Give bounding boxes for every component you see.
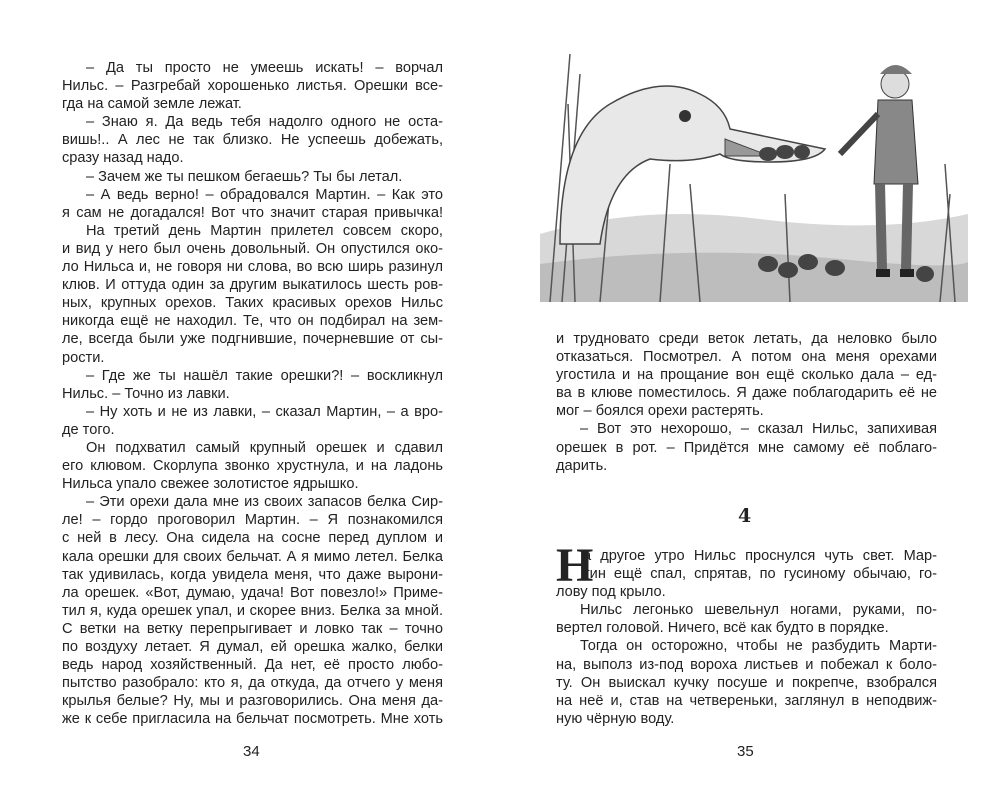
text-line: рости. [62, 349, 105, 366]
text-line: ло Нильса и, не говоря ни слова, во всю ширь разинул [62, 259, 443, 276]
text-line: Нильса упало свежее золотистое ядрышко. [62, 476, 359, 493]
text-line: мог – боялся орехи растерять. [556, 403, 764, 420]
text-line: с ней в лесу. Она сидела на сосне перед дуплом и [62, 530, 443, 547]
text-line: пытство разобрало: кто я, да откуда, да отчего у меня [62, 675, 443, 692]
chapter-text [556, 539, 937, 728]
text-line: – Где же ты нашёл такие орешки?! – воскликнул [86, 367, 443, 384]
right-page-text [556, 330, 937, 475]
text-line: на неё и, став на четвереньки, заглянул в неподвиж- [556, 692, 937, 709]
text-line: тин ещё спал, спрятав, по гусиному обычаю, го- [583, 566, 937, 583]
text-line: – Зачем же ты пешком бегаешь? Ты бы летал. [86, 168, 403, 185]
text-line: Он подхватил самый крупный орешек и сдавил [86, 439, 443, 456]
text-line: клюв. И оттуда один за другим выкатилось шесть ров- [62, 277, 443, 294]
illustration-goose-and-boy [540, 44, 968, 302]
text-line: ва в клюве поместилось. Я даже поблагодарить её не [556, 385, 937, 402]
text-line: гда на самой земле лежат. [62, 96, 242, 113]
text-line: На третий день Мартин прилетел совсем скоро, [86, 222, 443, 239]
text-line: на, выполз из-под вороха листьев и побежал к боло- [556, 656, 937, 673]
text-line: сразу назад надо. [62, 150, 184, 167]
text-line: ла орешек. «Вот, думаю, удача! Вот повезло!» Приме- [62, 584, 443, 601]
text-line: я сам не догадался! Вот что значит старая привычка! [62, 204, 443, 221]
text-line: – Ну хоть и не из лавки, – сказал Мартин, – а вро- [86, 403, 443, 420]
text-line: угостила и на прощание вон ещё сколько дала – ед- [556, 367, 937, 384]
text-line: тил я, куда орешек упал, и скорее вниз. Белка за мной. [62, 602, 443, 619]
page-number-left: 34 [243, 743, 260, 760]
left-page-text [62, 59, 443, 728]
text-line: вертел головой. Ничего, всё как будто в порядке. [556, 620, 889, 637]
text-line: Нильс. – Точно из лавки. [62, 385, 230, 402]
text-line: и вид у него был очень довольный. Он опустился око- [62, 240, 443, 257]
text-line: так удивилась, когда увидела меня, что даже вырони- [62, 566, 443, 583]
text-line: С ветки на ветку перепрыгивает и ловко так – точно [62, 620, 443, 637]
text-line: – А ведь верно! – обрадовался Мартин. – Как это [86, 186, 443, 203]
text-line: и трудновато среди веток летать, да неловко было [556, 331, 937, 347]
text-line: Нильс. – Разгребай хорошенько листья. Орешки все- [62, 78, 443, 95]
text-line: а другое утро Нильс проснулся чуть свет. Мар- [583, 548, 937, 564]
page-number-right: 35 [737, 743, 754, 760]
text-line: орешек в рот. – Придётся мне самому её поблаго- [556, 439, 937, 456]
text-line: – Эти орехи дала мне из своих запасов белка Сир- [86, 494, 443, 511]
text-line: де того. [62, 421, 115, 438]
text-line: крылья белые? Ну, мы и разговорились. Она меня да- [62, 693, 443, 710]
text-line: лову под крыло. [556, 584, 666, 601]
text-line: – Вот это нехорошо, – сказал Нильс, запихивая [580, 421, 937, 438]
text-line: по воздуху летает. Я думал, ей орешка жалко, белки [62, 639, 443, 655]
text-line: – Знаю я. Да ведь тебя надолго одного не оста- [86, 114, 443, 131]
text-line: ле, всегда были уже подгнившие, почерневшие от сы- [62, 331, 443, 348]
text-line: никогда ещё не находил. Те, что он подбирал на зем- [62, 313, 443, 330]
text-line: же к себе пригласила на бельчат посмотреть. Мне хоть [62, 711, 443, 728]
text-line: дарить. [556, 457, 608, 474]
text-line: его клювом. Скорлупа звонко хрустнула, и на ладонь [62, 458, 443, 475]
text-line: ле! – гордо проговорил Мартин. – Я познакомился [62, 512, 443, 529]
text-line: ведь народ хозяйственный. Да нет, её просто любо- [62, 657, 443, 674]
text-line: вишь!.. А лес не так близко. Не успеешь добежать, [62, 132, 443, 149]
text-line: отказаться. Посмотрел. А потом она меня орехами [556, 349, 937, 366]
text-line: Нильс легонько шевельнул ногами, руками, по- [580, 602, 937, 619]
drop-cap: Н [556, 539, 594, 592]
text-line: ных, крупных орехов. Таких красивых орехов Нильс [62, 295, 443, 312]
text-line: ту. Он выискал кучку посуше и покрепче, взобрался [556, 674, 937, 691]
text-line: ную чёрную воду. [556, 710, 675, 727]
text-line: кала орешки для своих бельчат. А я мимо летел. Белка [62, 548, 443, 565]
chapter-number: 4 [738, 505, 752, 527]
text-line: Тогда он осторожно, чтобы не разбудить Марти- [580, 638, 937, 655]
text-line: – Да ты просто не умеешь искать! – ворчал [86, 60, 443, 76]
